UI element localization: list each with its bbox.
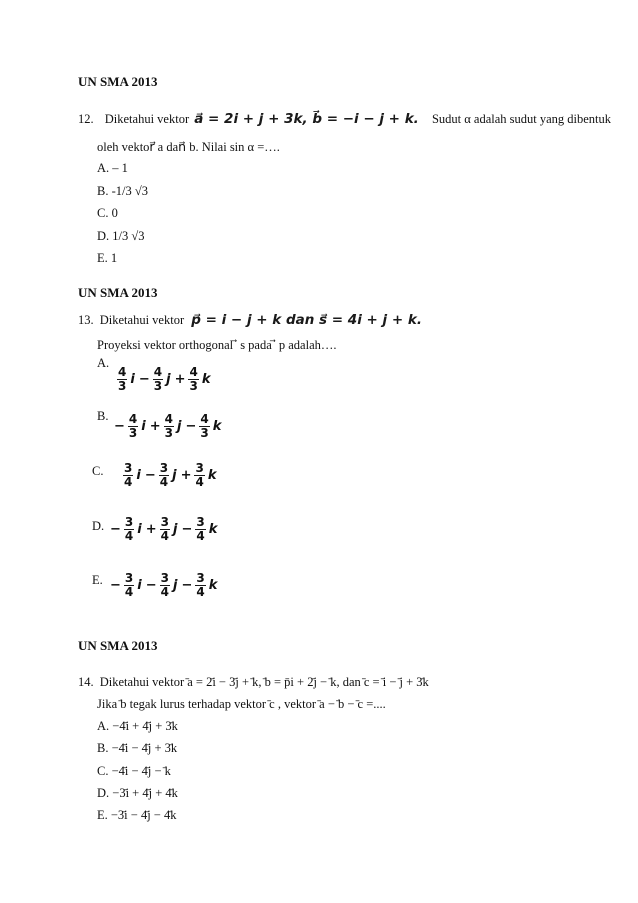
question-13-line-1 bbox=[78, 312, 422, 328]
question-number: 13. bbox=[78, 313, 94, 327]
fraction-expression-a: $\frac{4}{3}$ i − $\frac{4}{3}$ j + $\frac{4}{3}$ k bbox=[118, 365, 211, 393]
question-text: Diketahui vektor ̄a = 2̄i − 3̄j + ̄k, ̄b = p̄i + 2̄j − ̄k, dan ̄c = ̄i − ̄j + 3̄k bbox=[99, 675, 429, 689]
question-intro: Diketahui vektor bbox=[104, 112, 190, 126]
answer-option-e bbox=[92, 573, 103, 588]
answer-option-d: D. 1/3 √3 bbox=[97, 229, 145, 243]
question-14-line-2: Jika ̄b tegak lurus terhadap vektor ̄c , vektor ̄a − ̄b − ̄c =.... bbox=[97, 697, 386, 711]
fraction-expression-d: − $\frac{3}{4}$ i + $\frac{3}{4}$ j − $\frac{3}{4}$ k bbox=[110, 515, 218, 543]
answer-option-e: E. 1 bbox=[97, 251, 118, 265]
question-intro-tail: Sudut α adalah sudut yang dibentuk bbox=[431, 112, 612, 126]
question-12-line-2: oleh vektor⃗ a dan⃗ b. Nilai sin α =…. bbox=[97, 140, 280, 154]
vector-formula: a⃗ = 2i + j + 3k, b⃗ = −i − j + k. bbox=[194, 111, 419, 127]
answer-option-a: A. −4̄i + 4̄j + 3̄k bbox=[97, 719, 178, 733]
question-13-line-2: Proyeksi vektor orthogonal ⃗ s pada ⃗ p adalah…. bbox=[97, 338, 337, 352]
fraction-expression-c: $\frac{3}{4}$ i − $\frac{3}{4}$ j + $\frac{3}{4}$ k bbox=[124, 461, 217, 489]
option-letter: B. bbox=[97, 409, 109, 423]
answer-option-b: B. −4̄i − 4̄j + 3̄k bbox=[97, 741, 178, 755]
answer-option-d: D. −3̄i + 4̄j + 4̄k bbox=[97, 786, 178, 800]
answer-option-b: B. -1/3 √3 bbox=[97, 184, 148, 198]
answer-option-d bbox=[92, 519, 104, 534]
option-letter: C. bbox=[92, 464, 104, 478]
option-letter: D. bbox=[92, 519, 105, 533]
question-intro: Diketahui vektor bbox=[99, 313, 185, 327]
section-header: UN SMA 2013 bbox=[78, 74, 158, 89]
question-number: 14. bbox=[78, 675, 94, 689]
section-header: UN SMA 2013 bbox=[78, 638, 158, 653]
question-12-line-1 bbox=[78, 111, 611, 127]
answer-option-c: C. −4̄i − 4̄j − ̄k bbox=[97, 764, 171, 778]
vector-formula: p⃗ = i − j + k dan s⃗ = 4i + j + k. bbox=[191, 312, 422, 328]
answer-option-a: A. – 1 bbox=[97, 161, 128, 175]
question-number: 12. bbox=[78, 112, 94, 126]
fraction-expression-e: − $\frac{3}{4}$ i − $\frac{3}{4}$ j − $\frac{3}{4}$ k bbox=[110, 571, 218, 599]
answer-option-b bbox=[97, 409, 108, 424]
answer-option-a bbox=[97, 356, 109, 371]
answer-option-c: C. 0 bbox=[97, 206, 118, 220]
answer-option-c bbox=[92, 464, 103, 479]
section-header: UN SMA 2013 bbox=[78, 285, 158, 300]
fraction-expression-b: − $\frac{4}{3}$ i + $\frac{4}{3}$ j − $\frac{4}{3}$ k bbox=[114, 412, 222, 440]
answer-option-e: E. −3̄i − 4̄j − 4̄k bbox=[97, 808, 177, 822]
option-letter: E. bbox=[92, 573, 103, 587]
option-letter: A. bbox=[97, 356, 110, 370]
question-14-line-1 bbox=[78, 675, 429, 690]
